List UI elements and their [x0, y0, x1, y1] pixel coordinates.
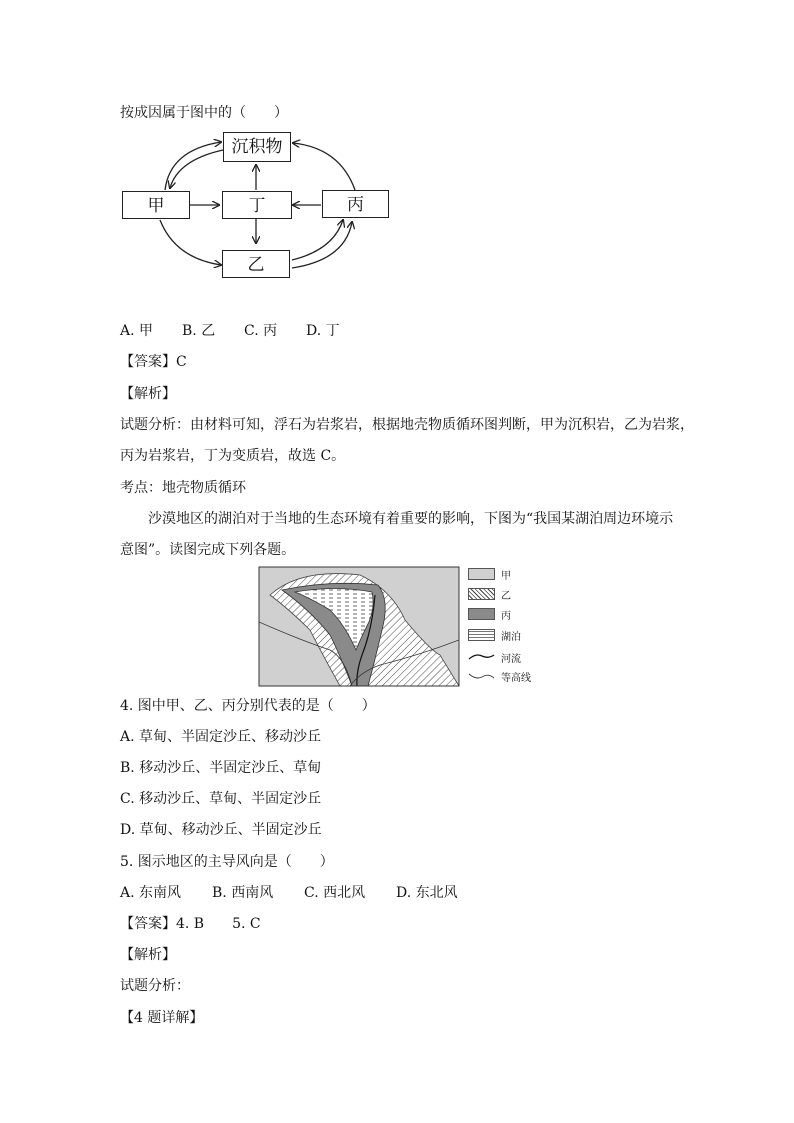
- q3-kaodian: 考点：地壳物质循环: [120, 480, 246, 496]
- legend-bing: [468, 607, 511, 621]
- river-line-icon: [468, 651, 495, 663]
- q4-option-b: B. 移动沙丘、半固定沙丘、草甸: [120, 760, 322, 776]
- node-top: 沉积物: [223, 132, 291, 162]
- q5-option-b: B. 西南风: [212, 885, 274, 901]
- legend-lake-label: 湖泊: [501, 631, 521, 643]
- legend-contour-label: 等高线: [501, 672, 531, 684]
- q3-option-d: D. 丁: [306, 323, 340, 339]
- legend-jia: [468, 567, 511, 581]
- legend-bing-swatch: [468, 608, 495, 620]
- analysis2-body: 试题分析：: [120, 978, 190, 994]
- q5-option-d: D. 东北风: [396, 885, 458, 901]
- passage-line1: 沙漠地区的湖泊对于当地的生态环境有着重要的影响，下图为“我国某湖泊周边环境示: [148, 511, 674, 527]
- q5-option-a: A. 东南风: [120, 885, 182, 901]
- legend-contour: [468, 669, 531, 683]
- node-center: 丁: [222, 191, 292, 219]
- q4-stem: 4. 图中甲、乙、丙分别代表的是（ ）: [120, 698, 376, 714]
- q3-analysis-line2: 丙为岩浆岩，丁为变质岩，故选 C。: [120, 448, 346, 464]
- q3-option-b: B. 乙: [182, 323, 216, 339]
- q3-option-a: A. 甲: [120, 323, 154, 339]
- q5-stem: 5. 图示地区的主导风向是（ ）: [120, 854, 334, 870]
- legend-jia-swatch: [468, 568, 495, 580]
- q3-analysis-heading: 【解析】: [120, 386, 176, 402]
- q3-analysis-line1: 试题分析：由材料可知，浮石为岩浆岩，根据地壳物质循环图判断，甲为沉积岩，乙为岩浆，: [120, 417, 694, 433]
- legend-lake: [468, 628, 521, 642]
- q3-stem: 按成因属于图中的（ ）: [120, 105, 288, 121]
- answer-4-5: 【答案】4. B 5. C: [120, 916, 261, 932]
- q4-option-c: C. 移动沙丘、草甸、半固定沙丘: [120, 791, 322, 807]
- legend-yi: [468, 587, 511, 601]
- legend-yi-swatch: [468, 588, 495, 600]
- legend-river: [468, 650, 521, 664]
- q4-detail-heading: 【4 题详解】: [120, 1010, 204, 1026]
- node-right: 丙: [322, 190, 389, 218]
- node-bottom: 乙: [222, 250, 290, 278]
- q5-options: [120, 883, 458, 903]
- q3-answer: 【答案】C: [120, 354, 187, 370]
- legend-yi-label: 乙: [501, 590, 511, 602]
- contour-line-icon: [468, 670, 495, 682]
- q3-option-c: C. 丙: [244, 323, 278, 339]
- q4-option-d: D. 草甸、移动沙丘、半固定沙丘: [120, 822, 322, 838]
- analysis2-heading: 【解析】: [120, 947, 176, 963]
- node-left: 甲: [122, 191, 190, 219]
- legend-river-label: 河流: [501, 653, 521, 665]
- legend-jia-label: 甲: [501, 570, 511, 582]
- passage-line2: 意图”。读图完成下列各题。: [120, 542, 296, 558]
- q5-option-c: C. 西北风: [304, 885, 366, 901]
- q4-option-a: A. 草甸、半固定沙丘、移动沙丘: [120, 729, 322, 745]
- legend-bing-label: 丙: [501, 610, 511, 622]
- legend-lake-swatch: [468, 629, 495, 641]
